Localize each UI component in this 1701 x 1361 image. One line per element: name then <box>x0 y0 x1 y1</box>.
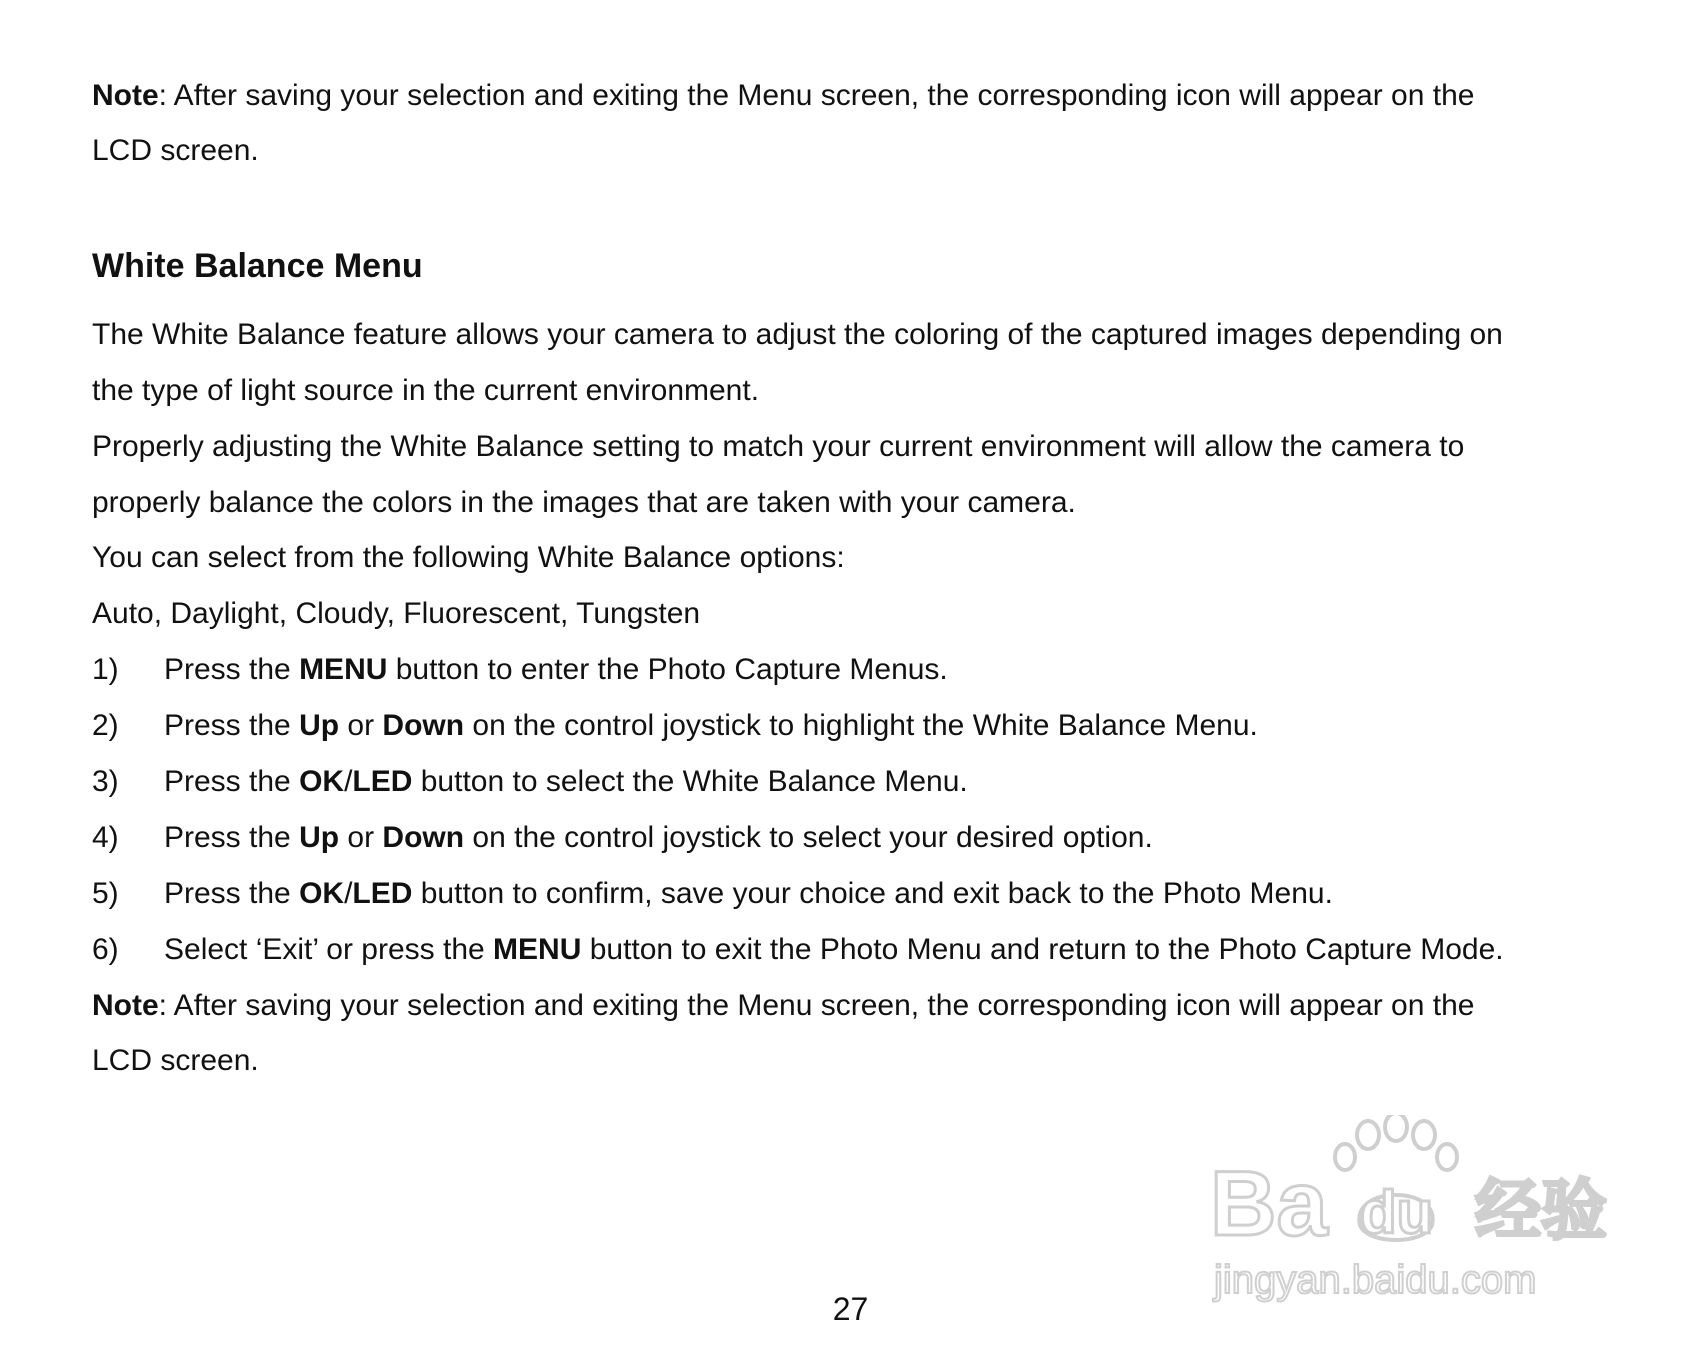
step-5: 5) Press the OK/LED button to confirm, save your choice and exit back to the Photo Menu. <box>92 877 1333 910</box>
watermark-url: jingyan.baidu.com <box>1214 1258 1537 1302</box>
step-6: 6) Select ‘Exit’ or press the MENU button to exit the Photo Menu and return to the Photo Capture Mode. <box>92 933 1504 966</box>
options-intro: You can select from the following White Balance options: <box>92 541 845 574</box>
baidu-jingyan-watermark <box>1210 1115 1630 1310</box>
watermark-brand-cn: 经验 <box>1475 1172 1607 1249</box>
step-1: 1) Press the MENU button to enter the Photo Capture Menus. <box>92 653 948 686</box>
top-note-line-2: LCD screen. <box>92 134 259 167</box>
watermark-brand-a: Ba <box>1210 1153 1328 1255</box>
step-4: 4) Press the Up or Down on the control joystick to select your desired option. <box>92 821 1153 854</box>
intro-paragraph-line-1: The White Balance feature allows your camera to adjust the coloring of the captured images depending on <box>92 318 1503 351</box>
options-list: Auto, Daylight, Cloudy, Fluorescent, Tungsten <box>92 597 701 630</box>
step-3: 3) Press the OK/LED button to select the White Balance Menu. <box>92 765 968 798</box>
note-label: Note <box>92 989 159 1022</box>
watermark-brand-b: du <box>1360 1179 1434 1246</box>
adjust-paragraph-line-1: Properly adjusting the White Balance setting to match your current environment will allow the camera to <box>92 430 1465 463</box>
step-2: 2) Press the Up or Down on the control joystick to highlight the White Balance Menu. <box>92 709 1258 742</box>
top-note-line-1: Note: After saving your selection and exiting the Menu screen, the corresponding icon will appear on the <box>92 79 1475 112</box>
intro-paragraph-line-2: the type of light source in the current environment. <box>92 374 760 407</box>
section-title: White Balance Menu <box>92 247 423 285</box>
note-label: Note <box>92 79 159 112</box>
bottom-note-line-2: LCD screen. <box>92 1044 259 1077</box>
adjust-paragraph-line-2: properly balance the colors in the images that are taken with your camera. <box>92 486 1076 519</box>
page-number: 27 <box>832 1291 869 1327</box>
bottom-note-line-1: Note: After saving your selection and exiting the Menu screen, the corresponding icon will appear on the <box>92 989 1475 1022</box>
